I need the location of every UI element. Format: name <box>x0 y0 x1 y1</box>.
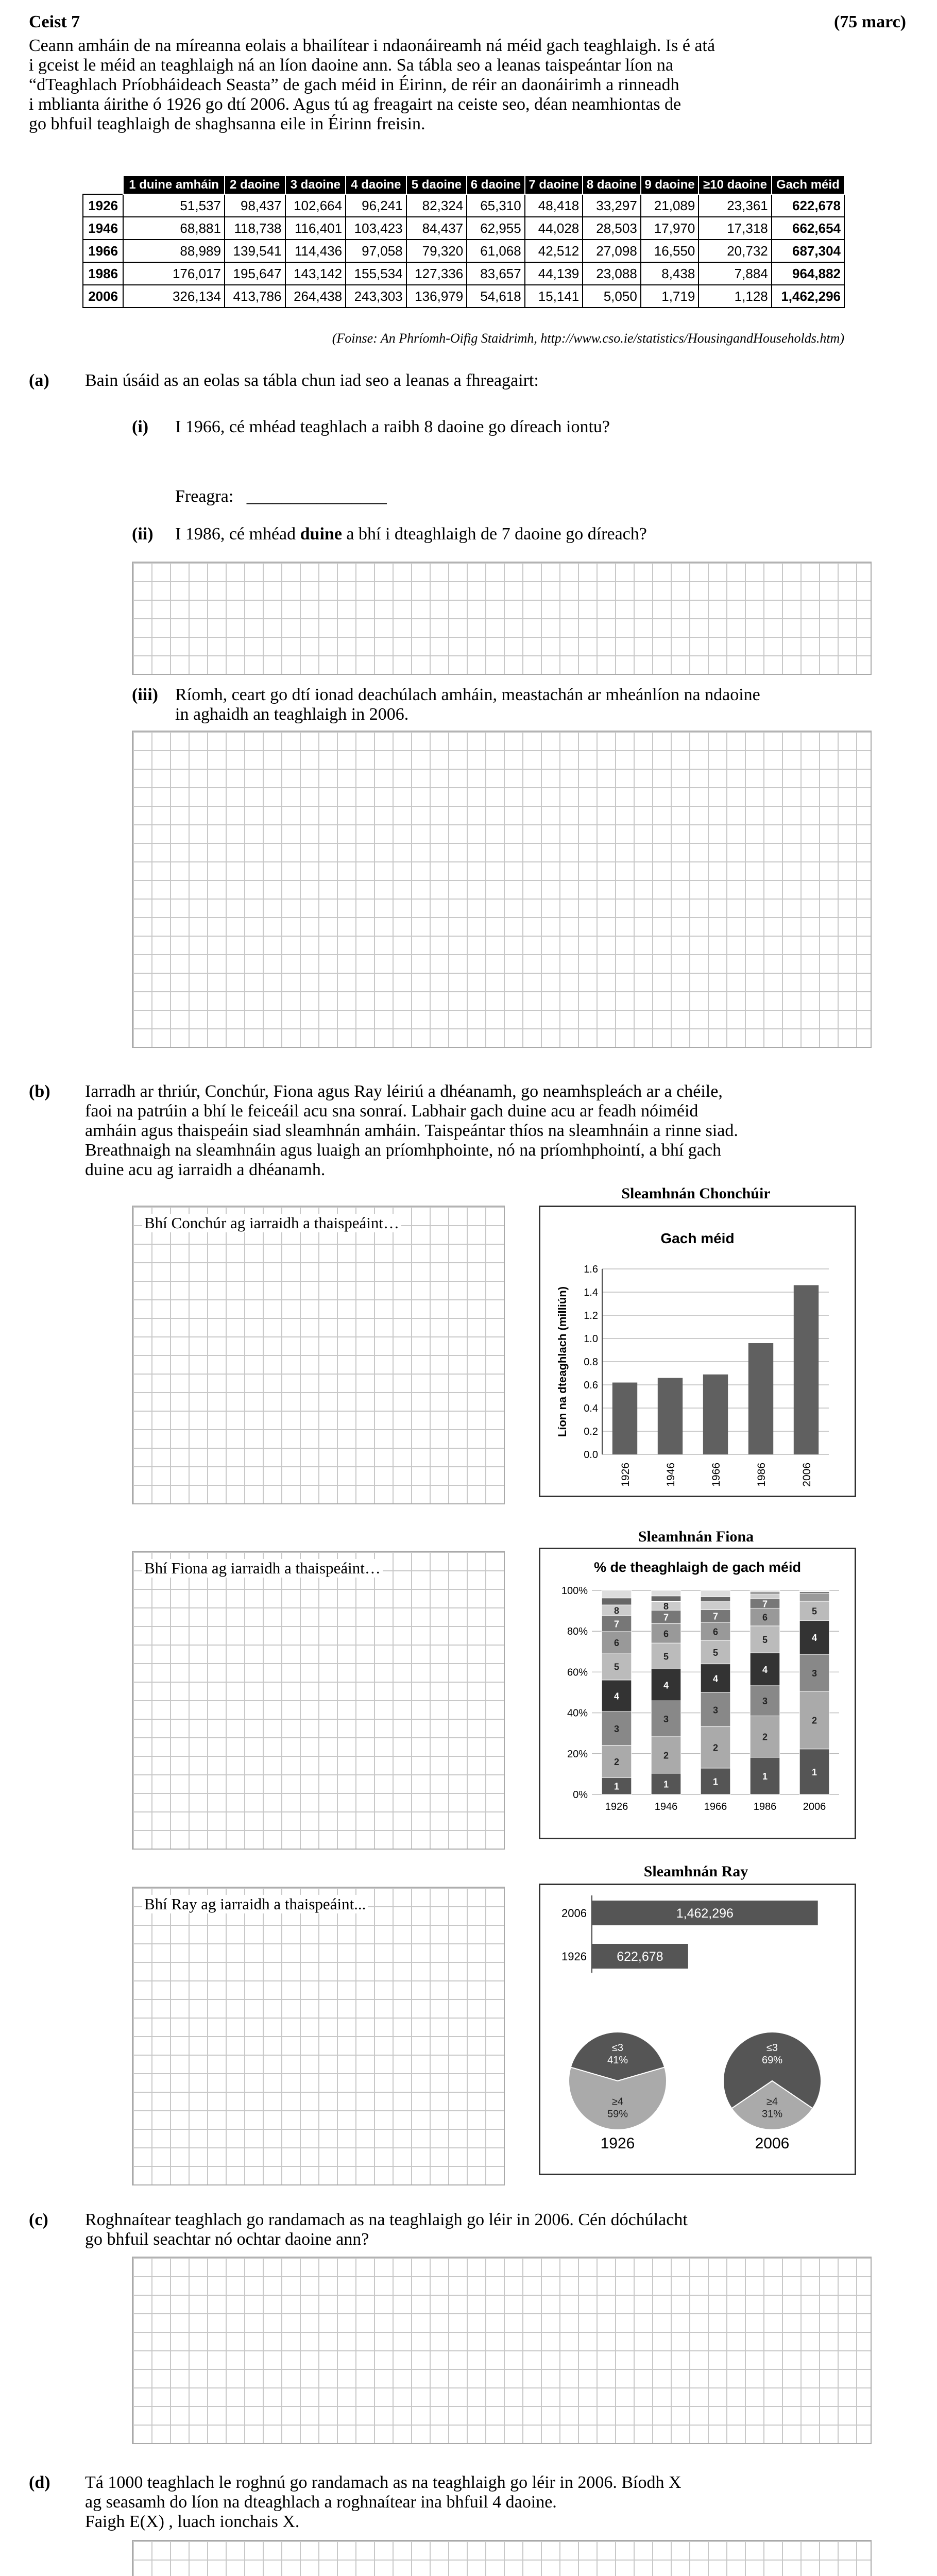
y-tick-label: 40% <box>567 1707 588 1719</box>
table-cell: 97,058 <box>346 240 406 262</box>
answer-grid-b-ray[interactable] <box>132 1887 505 2185</box>
x-tick-label: 1986 <box>756 1463 768 1487</box>
table-header: ≥10 daoine <box>699 176 771 194</box>
answer-grid-d[interactable] <box>132 2540 872 2576</box>
segment-label: 2 <box>712 1742 719 1753</box>
stack-segment <box>701 1602 730 1609</box>
y-axis-label: Líon na dteaghlach (milliún) <box>556 1286 569 1437</box>
row-year: 2006 <box>83 285 123 308</box>
y-tick-label: 1.4 <box>584 1287 598 1298</box>
table-cell: 62,955 <box>467 217 525 240</box>
segment-label: 8 <box>663 1601 669 1612</box>
segment-label: 4 <box>663 1680 669 1691</box>
stack-segment <box>750 1592 780 1594</box>
table-cell: 143,142 <box>285 262 346 285</box>
table-cell: 84,437 <box>406 217 467 240</box>
table-header: Gach méid <box>772 176 844 194</box>
pie-value: 31% <box>761 2108 783 2120</box>
segment-label: 2 <box>762 1732 768 1742</box>
question-marks: (75 marc) <box>833 12 906 31</box>
table-cell: 5,050 <box>583 285 641 308</box>
table-cell: 15,141 <box>525 285 583 308</box>
y-tick-label: 20% <box>567 1748 588 1760</box>
segment-label: 4 <box>712 1673 719 1684</box>
answer-grid-a-ii[interactable] <box>132 562 872 675</box>
row-year: 1986 <box>83 262 123 285</box>
y-tick-label: 0.4 <box>584 1403 598 1414</box>
table-cell: 116,401 <box>285 217 346 240</box>
slide-conchur-title: Sleamhnán Chonchúir <box>621 1185 771 1202</box>
x-tick-label: 2006 <box>803 1801 826 1812</box>
stack-segment <box>651 1590 681 1596</box>
segment-label: 2 <box>663 1750 669 1761</box>
table-row <box>83 194 844 217</box>
table-cell: 16,550 <box>641 240 699 262</box>
part-a-text: Bain úsáid as an eolas sa tábla chun iad seo a leanas a fhreagairt: <box>85 371 539 390</box>
table-cell: 139,541 <box>225 240 285 262</box>
part-b-text: Iarradh ar thriúr, Conchúr, Fiona agus Ray léiriú a dhéanamh, go neamhspleách ar a chéile, faoi na patrúin a bhí le feiceáil acu sna sonraí. Labhair gach duine acu ar feadh nóiméid amháin agus thaispeáin siad sleamhnán amháin. Taispeántar thíos na sleamhnáin a rinne siad. Breathnaigh na sleamhnáin agus luaigh an príomhphointe, nó na príomhphointí, a bhí gach duine acu ag iarraidh a dhéanamh. <box>85 1082 738 1179</box>
table-cell: 195,647 <box>225 262 285 285</box>
table-cell: 103,423 <box>346 217 406 240</box>
table-cell: 20,732 <box>699 240 771 262</box>
part-a-i-label: (i) <box>132 417 149 436</box>
part-b-label: (b) <box>29 1082 50 1101</box>
stack-segment <box>651 1596 681 1602</box>
part-d-text: Tá 1000 teaghlach le roghnú go randamach as na teaghlaigh go léir in 2006. Bíodh X ag seasamh do líon na dteaghlach a roghnaítear ina bhfuil 4 daoine. Faigh E(X) , luach ionchais X. <box>85 2473 682 2531</box>
table-header: 7 daoine <box>525 176 583 194</box>
table-header: 6 daoine <box>467 176 525 194</box>
bar <box>703 1375 728 1454</box>
data-label: 622,678 <box>617 1950 663 1964</box>
pie-title: 1926 <box>600 2135 635 2152</box>
fiona-prompt: Bhí Fiona ag iarraidh a thaispeáint… <box>142 1559 383 1578</box>
table-cell: 48,418 <box>525 194 583 217</box>
y-tick-label: 0.2 <box>584 1426 598 1437</box>
segment-label: 4 <box>762 1665 768 1675</box>
table-cell: 44,028 <box>525 217 583 240</box>
table-cell: 96,241 <box>346 194 406 217</box>
pie-label: ≥4 <box>766 2096 778 2108</box>
x-tick-label: 1926 <box>620 1463 632 1487</box>
part-a-iii-label: (iii) <box>132 685 158 704</box>
segment-label: 2 <box>614 1756 620 1767</box>
chart-title: Gach méid <box>660 1230 735 1246</box>
x-tick-label: 1986 <box>753 1801 777 1812</box>
y-tick-label: 1.0 <box>584 1333 598 1345</box>
slide-ray-title: Sleamhnán Ray <box>643 1863 748 1880</box>
segment-label: 5 <box>811 1606 817 1617</box>
slide-ray <box>539 1884 856 2175</box>
segment-label: 1 <box>663 1779 669 1790</box>
table-cell: 33,297 <box>583 194 641 217</box>
table-cell: 82,324 <box>406 194 467 217</box>
segment-label: 3 <box>762 1696 768 1707</box>
table-cell: 155,534 <box>346 262 406 285</box>
household-table <box>82 175 845 308</box>
table-cell: 54,618 <box>467 285 525 308</box>
segment-label: 1 <box>811 1767 817 1777</box>
table-source: (Foinse: An Phríomh-Oifig Staidrimh, http://www.cso.ie/statistics/HousingandHouseholds.htm) <box>332 331 844 346</box>
segment-label: 5 <box>712 1647 719 1658</box>
segment-label: 8 <box>614 1605 620 1616</box>
data-label: 1,462,296 <box>676 1906 734 1921</box>
y-tick-label: 1926 <box>561 1950 587 1963</box>
bar <box>748 1343 773 1454</box>
chart-title: % de theaghlaigh de gach méid <box>593 1560 802 1575</box>
table-cell: 44,139 <box>525 262 583 285</box>
y-tick-label: 0.8 <box>584 1357 598 1368</box>
segment-label: 3 <box>663 1714 669 1725</box>
stack-segment <box>750 1594 780 1599</box>
segment-label: 5 <box>663 1651 669 1662</box>
y-tick-label: 1.2 <box>584 1310 598 1321</box>
part-a-i-text: I 1966, cé mhéad teaghlach a raibh 8 daoine go díreach iontu? <box>175 417 610 436</box>
answer-grid-b-conchur[interactable] <box>132 1206 505 1504</box>
table-cell: 65,310 <box>467 194 525 217</box>
x-tick-label: 1946 <box>665 1463 677 1487</box>
segment-label: 1 <box>614 1781 620 1792</box>
bar <box>612 1383 637 1455</box>
table-cell: 27,098 <box>583 240 641 262</box>
bar <box>658 1378 683 1455</box>
table-cell: 176,017 <box>123 262 225 285</box>
part-a-ii-label: (ii) <box>132 524 154 544</box>
table-cell: 102,664 <box>285 194 346 217</box>
table-cell: 127,336 <box>406 262 467 285</box>
table-cell: 8,438 <box>641 262 699 285</box>
pie-value: 69% <box>761 2054 783 2066</box>
ray-prompt: Bhí Ray ag iarraidh a thaispeáint... <box>142 1895 368 1913</box>
table-cell: 23,361 <box>699 194 771 217</box>
y-tick-label: 0% <box>573 1789 588 1801</box>
segment-label: 1 <box>712 1776 719 1787</box>
table-cell: 687,304 <box>772 240 844 262</box>
table-cell: 326,134 <box>123 285 225 308</box>
segment-label: 6 <box>712 1626 719 1637</box>
table-cell: 622,678 <box>772 194 844 217</box>
table-header: 4 daoine <box>346 176 406 194</box>
answer-grid-a-iii[interactable] <box>132 731 872 1048</box>
y-tick-label: 1.6 <box>584 1264 598 1275</box>
conchur-prompt: Bhí Conchúr ag iarraidh a thaispeáint… <box>142 1214 401 1232</box>
segment-label: 4 <box>811 1633 817 1643</box>
bar <box>794 1285 819 1455</box>
x-tick-label: 1926 <box>605 1801 628 1812</box>
table-cell: 136,979 <box>406 285 467 308</box>
table-cell: 7,884 <box>699 262 771 285</box>
answer-grid-b-fiona[interactable] <box>132 1551 505 1850</box>
row-year: 1966 <box>83 240 123 262</box>
table-header: 5 daoine <box>406 176 467 194</box>
ray-chart <box>540 1885 855 2174</box>
segment-label: 7 <box>712 1611 719 1622</box>
question-title: Ceist 7 <box>29 12 80 31</box>
part-a-label: (a) <box>29 371 49 390</box>
table-cell: 1,128 <box>699 285 771 308</box>
intro-text: Ceann amháin de na míreanna eolais a bhailítear i ndaonáireamh ná méid gach teaghlaigh. Is é atá i gceist le méid an teaghlaigh ná an líon daoine ann. Sa tábla seo a leanas taispeántar líon na “dTeaghlach Príobháideach Seasta” de gach méid in Éirinn, de réir an daonáirimh a rinneadh i mblianta áirithe ó 1926 go dtí 2006. Agus tú ag freagairt na ceiste seo, déan neamhiontas de go bhfuil teaghlaigh de shaghsanna eile in Éirinn freisin. <box>29 36 715 133</box>
answer-line[interactable]: Freagra: ________________ <box>175 487 387 506</box>
table-cell: 83,657 <box>467 262 525 285</box>
segment-label: 3 <box>712 1705 719 1716</box>
table-cell: 1,462,296 <box>772 285 844 308</box>
part-c-label: (c) <box>29 2210 48 2229</box>
table-cell: 118,738 <box>225 217 285 240</box>
table-cell: 243,303 <box>346 285 406 308</box>
table-cell: 79,320 <box>406 240 467 262</box>
table-row <box>83 262 844 285</box>
table-row <box>83 217 844 240</box>
segment-label: 5 <box>614 1662 620 1672</box>
part-a-ii-text: I 1986, cé mhéad duine a bhí i dteaghlaigh de 7 daoine go díreach? <box>175 524 647 544</box>
table-header: 3 daoine <box>285 176 346 194</box>
segment-label: 2 <box>811 1715 817 1726</box>
x-tick-label: 1946 <box>654 1801 678 1812</box>
table-cell: 23,088 <box>583 262 641 285</box>
stack-segment <box>799 1591 829 1594</box>
pie-label: ≤3 <box>766 2042 778 2054</box>
x-tick-label: 1966 <box>710 1463 722 1487</box>
conchur-bar-chart <box>540 1207 855 1496</box>
table-header: 1 duine amháin <box>123 176 225 194</box>
table-header: 8 daoine <box>583 176 641 194</box>
part-d-label: (d) <box>29 2473 50 2492</box>
y-tick-label: 60% <box>567 1667 588 1679</box>
table-cell: 413,786 <box>225 285 285 308</box>
segment-label: 1 <box>762 1771 768 1782</box>
answer-grid-c[interactable] <box>132 2257 872 2444</box>
segment-label: 6 <box>663 1629 669 1639</box>
table-cell: 42,512 <box>525 240 583 262</box>
table-cell: 68,881 <box>123 217 225 240</box>
table-cell: 662,654 <box>772 217 844 240</box>
stack-segment <box>602 1598 632 1605</box>
pie-title: 2006 <box>755 2135 790 2152</box>
row-year: 1946 <box>83 217 123 240</box>
slide-fiona <box>539 1548 856 1839</box>
segment-label: 7 <box>663 1612 669 1623</box>
table-cell: 964,882 <box>772 262 844 285</box>
pie-label: ≥4 <box>611 2096 624 2108</box>
table-cell: 21,089 <box>641 194 699 217</box>
y-tick-label: 0.6 <box>584 1380 598 1391</box>
segment-label: 7 <box>614 1619 620 1630</box>
x-tick-label: 2006 <box>801 1463 813 1487</box>
table-cell: 17,970 <box>641 217 699 240</box>
part-c-text: Roghnaítear teaghlach go randamach as na teaghlaigh go léir in 2006. Cén dóchúlacht go bhfuil seachtar nó ochtar daoine ann? <box>85 2210 688 2249</box>
part-a-iii-text: Ríomh, ceart go dtí ionad deachúlach amháin, meastachán ar mheánlíon na ndaoine in aghaidh an teaghlaigh in 2006. <box>175 685 760 724</box>
y-tick-label: 100% <box>561 1585 588 1597</box>
table-cell: 51,537 <box>123 194 225 217</box>
slide-fiona-title: Sleamhnán Fiona <box>638 1528 754 1545</box>
row-year: 1926 <box>83 194 123 217</box>
segment-label: 7 <box>762 1599 768 1609</box>
pie-value: 41% <box>607 2054 628 2066</box>
table-cell: 98,437 <box>225 194 285 217</box>
y-tick-label: 0.0 <box>584 1449 598 1461</box>
segment-label: 6 <box>762 1612 768 1623</box>
y-tick-label: 80% <box>567 1626 588 1638</box>
table-cell: 1,719 <box>641 285 699 308</box>
segment-label: 5 <box>762 1635 768 1646</box>
segment-label: 4 <box>614 1691 620 1702</box>
table-cell: 114,436 <box>285 240 346 262</box>
table-cell: 28,503 <box>583 217 641 240</box>
table-header: 9 daoine <box>641 176 699 194</box>
table-row <box>83 240 844 262</box>
table-cell: 61,068 <box>467 240 525 262</box>
y-tick-label: 2006 <box>561 1907 587 1920</box>
stack-segment <box>799 1594 829 1601</box>
table-cell: 88,989 <box>123 240 225 262</box>
segment-label: 3 <box>614 1723 620 1734</box>
stack-segment <box>701 1597 730 1602</box>
pie-value: 59% <box>607 2108 628 2120</box>
table-row <box>83 285 844 308</box>
slide-conchur <box>539 1206 856 1497</box>
stack-segment <box>701 1590 730 1597</box>
segment-label: 3 <box>811 1668 817 1679</box>
table-cell: 264,438 <box>285 285 346 308</box>
table-cell: 17,318 <box>699 217 771 240</box>
fiona-stacked-chart <box>540 1549 855 1838</box>
x-tick-label: 1966 <box>704 1801 727 1812</box>
stack-segment <box>750 1590 780 1592</box>
stack-segment <box>602 1590 632 1598</box>
pie-label: ≤3 <box>611 2042 624 2054</box>
table-header: 2 daoine <box>225 176 285 194</box>
segment-label: 6 <box>614 1637 620 1648</box>
